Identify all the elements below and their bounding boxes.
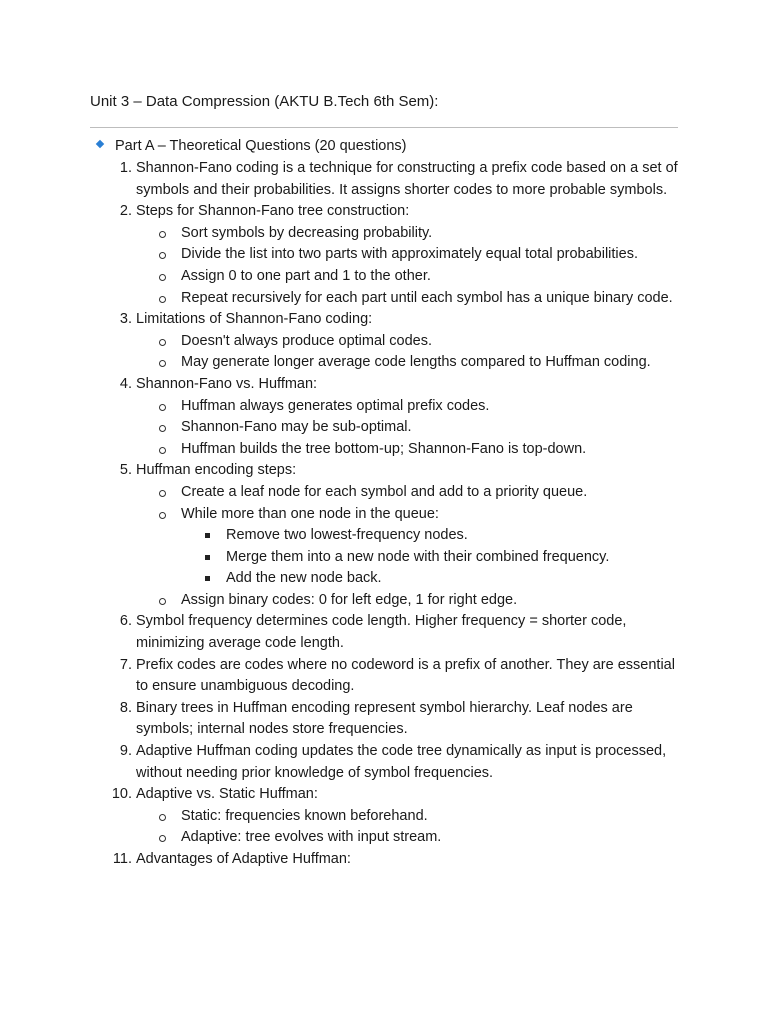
question-list <box>0 158 768 871</box>
list-item-9 <box>0 741 678 784</box>
item-text: Steps for Shannon-Fano tree construction: <box>136 203 410 220</box>
square-bullet-icon <box>205 533 210 538</box>
document-title: Unit 3 – Data Compression (AKTU B.Tech 6th Sem): <box>90 93 439 110</box>
item-number: 1. <box>119 160 132 176</box>
item-text: Shannon-Fano coding is a technique for constructing a prefix code based on a set of symbols and their probabilities. It assigns shorter codes to more probable symbols. <box>136 160 678 198</box>
sub-item <box>0 417 678 439</box>
item-number: 10. <box>111 786 132 803</box>
item-text: Advantages of Adaptive Huffman: <box>136 851 351 867</box>
list-item-10 <box>0 784 678 806</box>
sub-item <box>0 352 678 374</box>
list-item-3 <box>0 309 678 331</box>
circle-bullet-icon <box>159 814 166 821</box>
list-item-6 <box>0 611 678 654</box>
diamond-bullet-icon <box>96 140 104 148</box>
sub-item <box>0 439 678 461</box>
item-number: 8. <box>119 699 132 716</box>
item-number: 3. <box>119 311 132 328</box>
sub-item-text: Huffman builds the tree bottom-up; Shannon-Fano is top-down. <box>181 440 587 457</box>
sub-item-text: Sort symbols by decreasing probability. <box>181 224 433 241</box>
sub-item-text: Repeat recursively for each part until each symbol has a unique binary code. <box>181 289 673 306</box>
section-heading-label: Part A – Theoretical Questions (20 questions) <box>115 138 407 154</box>
circle-bullet-icon <box>159 425 166 432</box>
circle-bullet-icon <box>159 512 166 519</box>
circle-bullet-icon <box>159 360 166 367</box>
sub-item <box>0 331 678 353</box>
list-item-2 <box>0 201 678 223</box>
sub-sub-item-text: Remove two lowest-frequency nodes. <box>226 527 468 544</box>
list-item-7 <box>0 655 678 698</box>
item-text: Prefix codes are codes where no codeword is a prefix of another. They are essential to ensure unambiguous decoding. <box>136 656 675 695</box>
circle-bullet-icon <box>159 598 166 605</box>
sub-item <box>0 827 678 849</box>
list-item-11 <box>0 849 678 871</box>
circle-bullet-icon <box>159 339 166 346</box>
item-number: 11. <box>112 851 132 867</box>
circle-bullet-icon <box>159 447 166 454</box>
sub-item-text: Assign binary codes: 0 for left edge, 1 for right edge. <box>181 591 518 608</box>
sub-sub-item <box>0 547 678 569</box>
sub-item <box>0 396 678 418</box>
item-number: 6. <box>119 613 132 630</box>
list-item-5 <box>0 460 678 482</box>
item-number: 2. <box>119 203 132 220</box>
item-text: Adaptive Huffman coding updates the code tree dynamically as input is processed, without needing prior knowledge of symbol frequencies. <box>136 743 667 781</box>
item-number: 7. <box>119 656 132 673</box>
list-item-1 <box>0 158 678 201</box>
sub-item <box>0 288 678 310</box>
sub-item-text: Doesn't always produce optimal codes. <box>181 332 433 349</box>
item-text: Binary trees in Huffman encoding represent symbol hierarchy. Leaf nodes are symbols; internal nodes store frequencies. <box>136 699 633 738</box>
list-item-8 <box>0 698 678 741</box>
sub-item-text: Static: frequencies known beforehand. <box>181 807 428 824</box>
section-heading <box>97 136 407 158</box>
sub-item-text: Huffman always generates optimal prefix codes. <box>181 397 490 414</box>
sub-sub-item-text: Merge them into a new node with their combined frequency. <box>226 548 610 565</box>
sub-item-text: Assign 0 to one part and 1 to the other. <box>181 267 431 284</box>
sub-item-text: May generate longer average code lengths compared to Huffman coding. <box>181 354 651 371</box>
sub-item <box>0 806 678 828</box>
sub-item <box>0 590 678 612</box>
sub-item-text: While more than one node in the queue: <box>181 505 439 522</box>
sub-item <box>0 244 678 266</box>
item-text: Adaptive vs. Static Huffman: <box>136 786 318 803</box>
sub-sub-item <box>0 525 678 547</box>
square-bullet-icon <box>205 576 210 581</box>
square-bullet-icon <box>205 555 210 560</box>
sub-item <box>0 223 678 245</box>
sub-item <box>0 482 678 504</box>
horizontal-rule <box>90 127 678 128</box>
circle-bullet-icon <box>159 274 166 281</box>
item-text: Symbol frequency determines code length. Higher frequency = shorter code, minimizing average code length. <box>136 613 627 652</box>
sub-item-text: Divide the list into two parts with approximately equal total probabilities. <box>181 246 638 263</box>
sub-item-text: Create a leaf node for each symbol and add to a priority queue. <box>181 483 588 500</box>
sub-item-text: Adaptive: tree evolves with input stream. <box>181 829 442 846</box>
item-text: Huffman encoding steps: <box>136 462 297 479</box>
circle-bullet-icon <box>159 252 166 259</box>
item-number: 9. <box>119 743 132 760</box>
circle-bullet-icon <box>159 296 166 303</box>
item-text: Shannon-Fano vs. Huffman: <box>136 375 318 392</box>
list-item-4 <box>0 374 678 396</box>
circle-bullet-icon <box>159 490 166 497</box>
item-number: 5. <box>119 462 132 479</box>
sub-sub-item <box>0 568 678 590</box>
sub-item <box>0 504 678 526</box>
sub-sub-item-text: Add the new node back. <box>226 570 382 587</box>
item-text: Limitations of Shannon-Fano coding: <box>136 311 373 328</box>
circle-bullet-icon <box>159 404 166 411</box>
sub-item <box>0 266 678 288</box>
item-number: 4. <box>119 375 132 392</box>
circle-bullet-icon <box>159 835 166 842</box>
sub-item-text: Shannon-Fano may be sub-optimal. <box>181 419 412 436</box>
circle-bullet-icon <box>159 231 166 238</box>
